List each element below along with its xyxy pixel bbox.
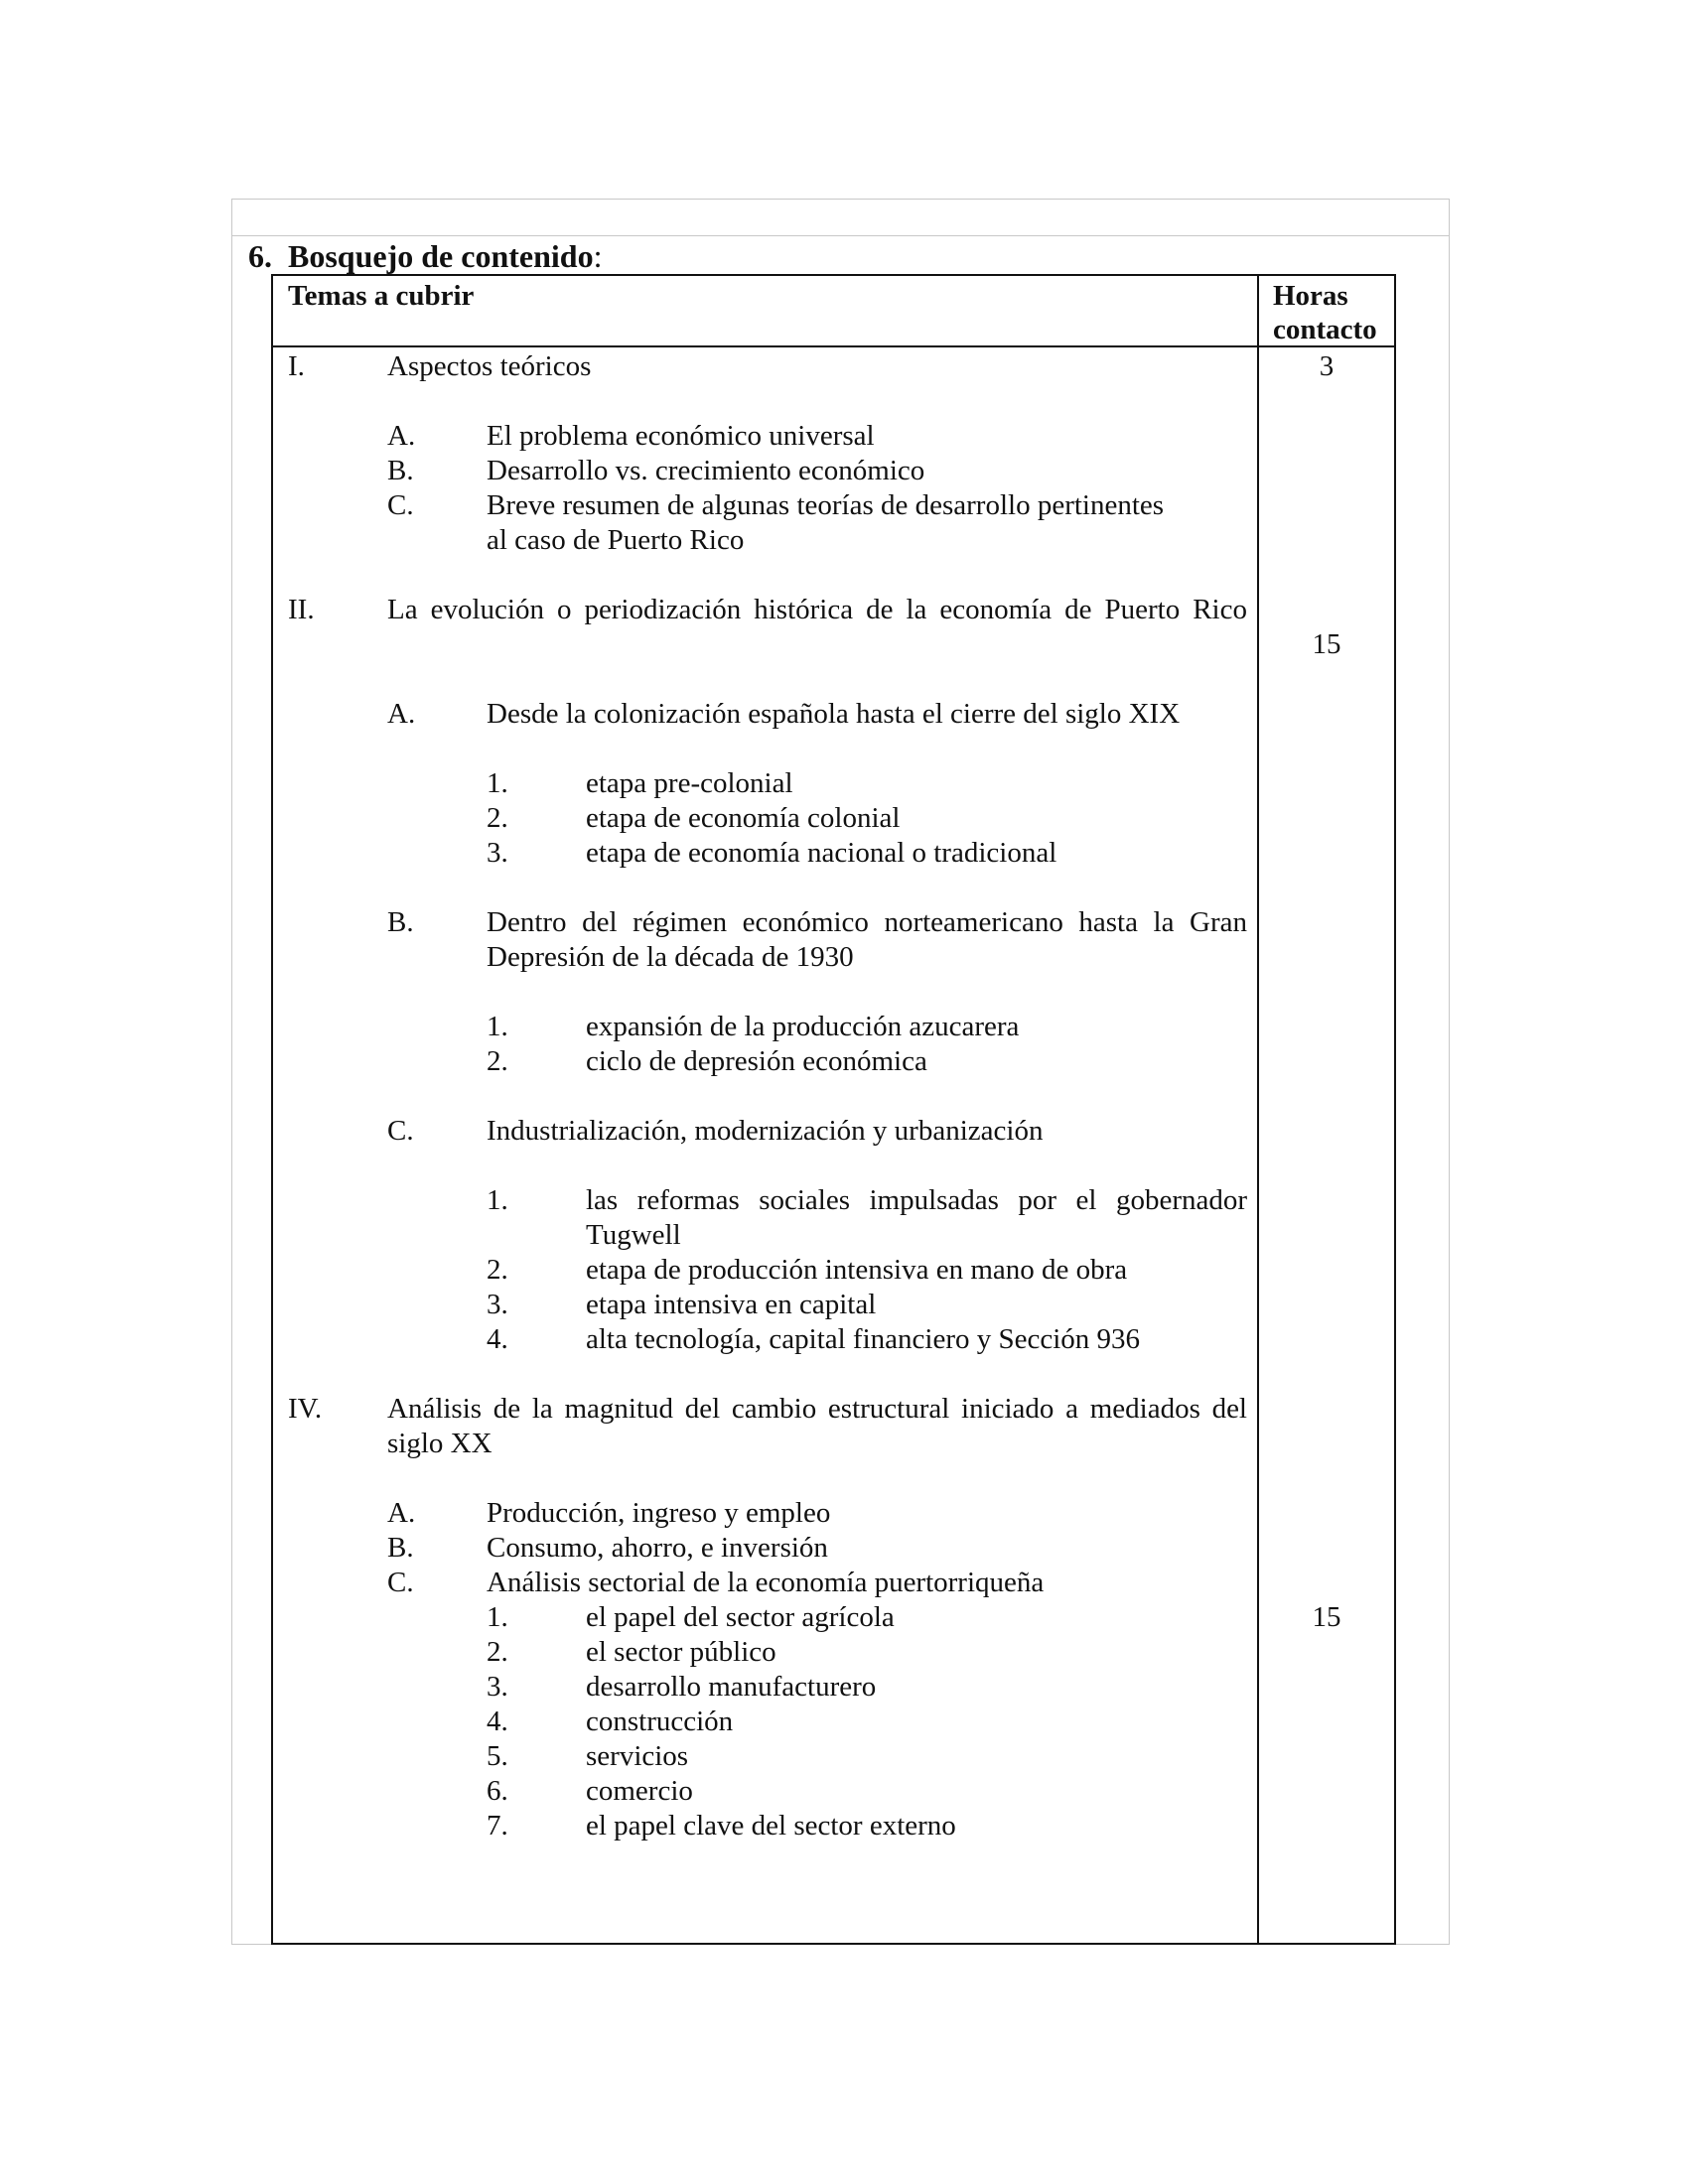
outline-label: 2. — [487, 1254, 508, 1286]
outline-label: B. — [387, 455, 414, 486]
outline-label: IV. — [288, 1393, 323, 1425]
header-hours-line1: Horas — [1273, 280, 1348, 312]
outline-text: siglo XX — [387, 1428, 492, 1459]
outline-label: 2. — [487, 1636, 508, 1668]
outline-label: C. — [387, 489, 414, 521]
outline-label: 1. — [487, 1184, 508, 1216]
outline-text: servicios — [586, 1740, 689, 1772]
outline-text: expansión de la producción azucarera — [586, 1011, 1020, 1042]
header-topics: Temas a cubrir — [288, 280, 475, 312]
outline-label: 1. — [487, 1011, 508, 1042]
outline-text: ciclo de depresión económica — [586, 1045, 927, 1077]
outline-text: Producción, ingreso y empleo — [487, 1497, 831, 1529]
header-hours-line2: contacto — [1273, 314, 1377, 345]
outline-text: las reformas sociales impulsadas por el gobernador — [586, 1184, 1247, 1216]
outline-label: 7. — [487, 1810, 508, 1842]
outline-text: Industrialización, modernización y urbanización — [487, 1115, 1044, 1147]
outline-text: alta tecnología, capital financiero y Sección 936 — [586, 1323, 1141, 1355]
outline-text: construcción — [586, 1706, 734, 1737]
hours-value: 3 — [1319, 350, 1335, 382]
outline-text: etapa de economía nacional o tradicional — [586, 837, 1057, 869]
hours-value: 15 — [1312, 1601, 1341, 1633]
outline-label: 6. — [487, 1775, 508, 1807]
outline-text: La evolución o periodización histórica de la economía de Puerto Rico — [387, 594, 1247, 625]
outline-label: B. — [387, 1532, 414, 1564]
outline-text: Desarrollo vs. crecimiento económico — [487, 455, 925, 486]
outline-text: el papel clave del sector externo — [586, 1810, 956, 1842]
section-colon: : — [593, 238, 603, 274]
outline-label: 2. — [487, 802, 508, 834]
outline-text: El problema económico universal — [487, 420, 875, 452]
outline-text: comercio — [586, 1775, 693, 1807]
outline-text: el sector público — [586, 1636, 776, 1668]
outline-label: 3. — [487, 1671, 508, 1703]
outline-label: 4. — [487, 1706, 508, 1737]
outline-text: Tugwell — [586, 1219, 681, 1251]
outline-label: 3. — [487, 1289, 508, 1320]
section-title: Bosquejo de contenido — [288, 238, 594, 274]
outline-text: etapa intensiva en capital — [586, 1289, 877, 1320]
outline-label: 3. — [487, 837, 508, 869]
outline-text: Desde la colonización española hasta el cierre del siglo XIX — [487, 698, 1181, 730]
outline-text: etapa de producción intensiva en mano de obra — [586, 1254, 1128, 1286]
outline-label: B. — [387, 906, 414, 938]
outline-label: C. — [387, 1115, 414, 1147]
outline-text: Depresión de la década de 1930 — [487, 941, 854, 973]
outline-label: 2. — [487, 1045, 508, 1077]
outline-label: C. — [387, 1567, 414, 1598]
outline-label: 1. — [487, 1601, 508, 1633]
outline-label: 4. — [487, 1323, 508, 1355]
outline-label: A. — [387, 1497, 416, 1529]
section-number: 6. — [248, 238, 272, 274]
hours-value: 15 — [1312, 628, 1341, 660]
outline-text: etapa de economía colonial — [586, 802, 901, 834]
outline-text: el papel del sector agrícola — [586, 1601, 895, 1633]
outline-text: al caso de Puerto Rico — [487, 524, 745, 556]
header-divider — [273, 345, 1394, 347]
outline-label: A. — [387, 420, 416, 452]
outline-label: I. — [288, 350, 305, 382]
outline-label: II. — [288, 594, 315, 625]
outline-label: A. — [387, 698, 416, 730]
outline-text: Consumo, ahorro, e inversión — [487, 1532, 828, 1564]
column-divider — [1257, 276, 1259, 1943]
outline-text: Análisis sectorial de la economía puertorriqueña — [487, 1567, 1045, 1598]
outline-text: Análisis de la magnitud del cambio estructural iniciado a mediados del — [387, 1393, 1247, 1425]
outline-text: etapa pre-colonial — [586, 767, 793, 799]
outline-text: Aspectos teóricos — [387, 350, 592, 382]
outline-label: 1. — [487, 767, 508, 799]
outline-text: Dentro del régimen económico norteamericano hasta la Gran — [487, 906, 1247, 938]
section-heading — [248, 236, 602, 276]
outline-text: Breve resumen de algunas teorías de desarrollo pertinentes — [487, 489, 1165, 521]
outline-text: desarrollo manufacturero — [586, 1671, 877, 1703]
outline-label: 5. — [487, 1740, 508, 1772]
